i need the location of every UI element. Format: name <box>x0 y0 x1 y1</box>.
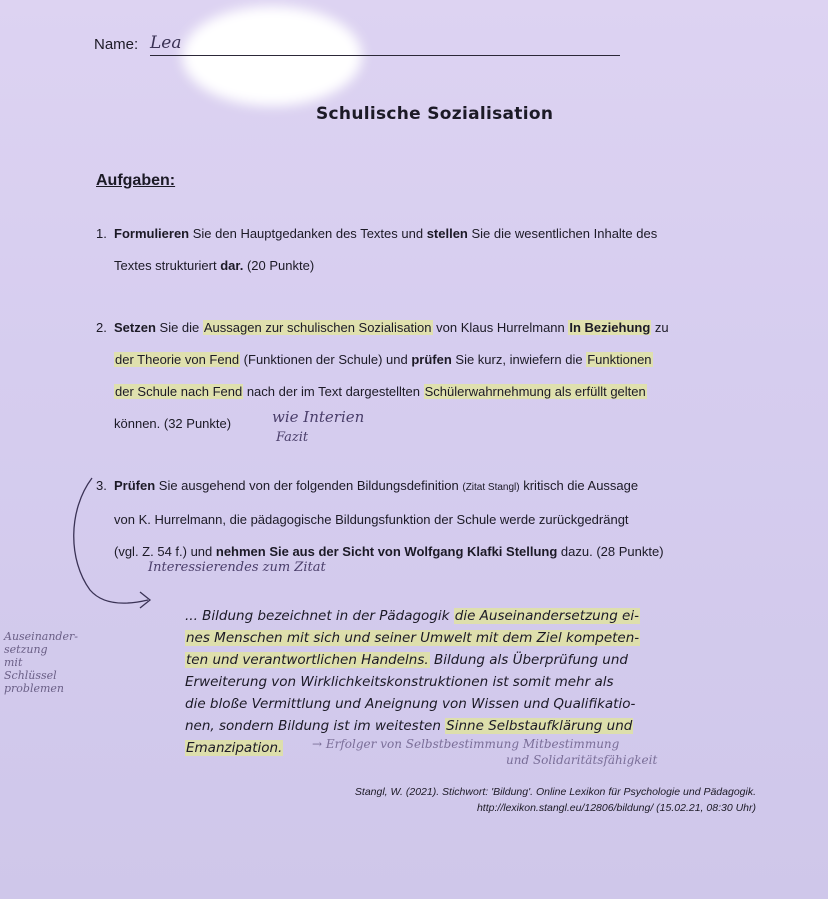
handwritten-note: Fazit <box>276 430 309 445</box>
quote-line: Erweiterung von Wirklichkeitskonstruktionen ist somit mehr als <box>185 674 614 690</box>
task-2-text5: Sie kurz, inwiefern die <box>451 352 587 367</box>
task-1-points: (20 Punkte) <box>243 258 315 273</box>
task-3-number: 3. <box>96 478 107 493</box>
task-2-text6: nach der im Text dargestellten <box>243 384 424 399</box>
task-2-highlight2: In Beziehung <box>569 320 651 335</box>
task-3 <box>96 470 776 568</box>
task-2-text3: zu <box>651 320 669 335</box>
task-3-line2: von K. Hurrelmann, die pädagogische Bildungsfunktion der Schule werde zurückgedrängt <box>114 512 629 527</box>
citation-url: http://lexikon.stangl.eu/12806/bildung/ (15.02.21, 08:30 Uhr) <box>476 802 756 814</box>
task-3-line3: (vgl. Z. 54 f.) und <box>114 544 216 559</box>
task-2-highlight: Aussagen zur schulischen Sozialisation <box>203 320 432 335</box>
margin-note: setzung <box>4 643 48 656</box>
quote-block <box>185 605 745 759</box>
task-1-line2: Textes strukturiert <box>114 258 221 273</box>
quote-line: Bildung als Überprüfung und <box>429 652 628 668</box>
tasks-heading: Aufgaben: <box>96 172 176 189</box>
task-3-text2: kritisch die Aussage <box>519 478 639 493</box>
quote-highlight: nes Menschen mit sich und seiner Umwelt mit dem Ziel kompeten- <box>186 630 640 646</box>
task-2-text4: (Funktionen der Schule) und <box>240 352 412 367</box>
page-title: Schulische Sozialisation <box>316 104 554 124</box>
task-3-verb: Prüfen <box>114 478 156 493</box>
quote-highlight: ten und verantwortlichen Handelns. <box>186 652 429 668</box>
margin-note: problemen <box>4 682 65 695</box>
task-1-verb2: stellen <box>426 226 468 241</box>
task-1-text: Sie den Hauptgedanken des Textes und <box>189 226 427 241</box>
task-1-number: 1. <box>96 226 107 241</box>
task-2 <box>96 312 776 440</box>
handwritten-note: → Erfolger von Selbstbestimmung Mitbestimmung <box>312 737 620 751</box>
task-2-highlight3: der Theorie von Fend <box>115 352 240 367</box>
task-1-verb3: dar. <box>220 258 244 273</box>
handwritten-note: wie Interien <box>272 408 365 426</box>
task-2-highlight6: Schülerwahrnehmung als erfüllt gelten <box>424 384 646 399</box>
task-1-text2: Sie die wesentlichen Inhalte des <box>467 226 658 241</box>
margin-note: Schlüssel <box>4 669 57 682</box>
redaction-blur <box>182 6 362 106</box>
quote-line: die bloße Vermittlung und Aneignung von Wissen und Qualifikatio- <box>185 696 636 712</box>
margin-note: Auseinander- <box>4 630 78 643</box>
quote-highlight: die Auseinandersetzung ei- <box>454 608 639 624</box>
task-2-number: 2. <box>96 320 107 335</box>
task-2-highlight4: Funktionen <box>587 352 652 367</box>
task-2-verb: Setzen <box>114 320 156 335</box>
quote-highlight: Emanzipation. <box>186 740 283 756</box>
name-label: Name: <box>94 36 139 53</box>
task-2-text7: können. (32 Punkte) <box>114 416 232 431</box>
quote-line: nen, sondern Bildung ist im weitesten <box>185 718 446 734</box>
task-2-text: Sie die <box>155 320 203 335</box>
quote-highlight: Sinne Selbstaufklärung und <box>446 718 633 734</box>
quote-line: ... Bildung bezeichnet in der Pädagogik <box>185 608 454 624</box>
name-underline <box>150 55 620 56</box>
task-2-text2: von Klaus Hurrelmann <box>432 320 569 335</box>
name-value: Lea <box>150 33 182 53</box>
task-3-line3b: dazu. (28 Punkte) <box>557 544 664 559</box>
task-3-text: Sie ausgehend von der folgenden Bildungsdefinition <box>155 478 463 493</box>
handwritten-arrow-icon <box>60 470 170 620</box>
task-2-highlight5: der Schule nach Fend <box>115 384 243 399</box>
handwritten-note: und Solidaritätsfähigkeit <box>506 753 658 767</box>
task-3-small: (Zitat Stangl) <box>462 482 520 493</box>
task-1-verb: Formulieren <box>114 226 190 241</box>
task-3-verb2: nehmen Sie aus der Sicht von Wolfgang Klafki Stellung <box>215 544 558 559</box>
margin-notes <box>4 630 124 695</box>
citation-line: Stangl, W. (2021). Stichwort: 'Bildung'. Online Lexikon für Psychologie und Pädagogik. <box>354 786 756 798</box>
task-2-verb2: prüfen <box>411 352 452 367</box>
task-1 <box>96 218 776 282</box>
citation <box>196 784 756 816</box>
margin-note: mit <box>4 656 23 669</box>
handwritten-note: Interessierendes zum Zitat <box>148 560 326 575</box>
